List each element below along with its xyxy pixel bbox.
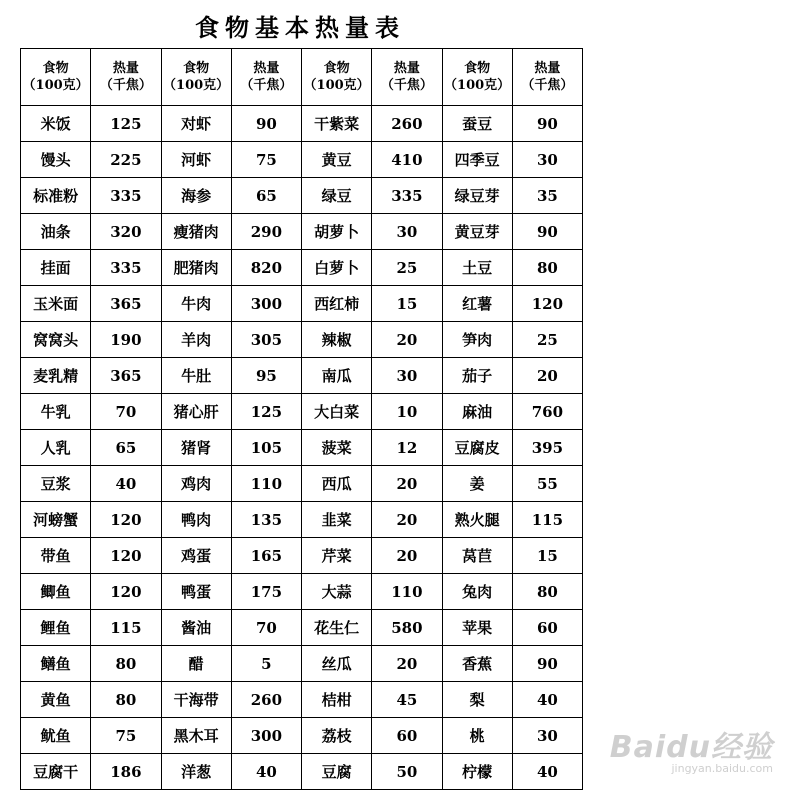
food-name-cell: 荔枝 [302,718,372,754]
calorie-value-cell: 80 [91,682,161,718]
header-calories-unit: （千焦） [240,78,293,93]
food-name-cell: 对虾 [161,106,231,142]
food-name-cell: 干紫菜 [302,106,372,142]
header-food-unit: （100克） [163,78,230,93]
food-name-cell: 鸡蛋 [161,538,231,574]
calorie-value-cell: 65 [91,430,161,466]
calorie-value-cell: 25 [512,322,582,358]
calorie-value-cell: 75 [231,142,301,178]
table-row [21,430,583,466]
calorie-value-cell: 335 [372,178,442,214]
food-name-cell: 绿豆芽 [442,178,512,214]
calorie-value-cell: 65 [231,178,301,214]
watermark-url: jingyan.baidu.com [671,762,773,775]
food-name-cell: 干海带 [161,682,231,718]
table-row [21,394,583,430]
calorie-value-cell: 115 [91,610,161,646]
food-name-cell: 苹果 [442,610,512,646]
calorie-value-cell: 335 [91,178,161,214]
food-name-cell: 河虾 [161,142,231,178]
header-calories-label: 热量 [534,61,561,76]
food-name-cell: 四季豆 [442,142,512,178]
food-name-cell: 菠菜 [302,430,372,466]
calorie-value-cell: 90 [512,106,582,142]
calorie-value-cell: 30 [512,142,582,178]
food-name-cell: 猪心肝 [161,394,231,430]
header-food-unit: （100克） [303,78,370,93]
calorie-value-cell: 40 [91,466,161,502]
food-name-cell: 绿豆 [302,178,372,214]
food-name-cell: 韭菜 [302,502,372,538]
calorie-value-cell: 30 [512,718,582,754]
calorie-value-cell: 120 [512,286,582,322]
calorie-value-cell: 50 [372,754,442,790]
calorie-value-cell: 820 [231,250,301,286]
food-name-cell: 鲤鱼 [21,610,91,646]
calorie-value-cell: 335 [91,250,161,286]
calorie-value-cell: 20 [372,322,442,358]
calorie-value-cell: 365 [91,286,161,322]
food-name-cell: 西瓜 [302,466,372,502]
table-row [21,286,583,322]
table-row [21,178,583,214]
food-name-cell: 瘦猪肉 [161,214,231,250]
table-row [21,610,583,646]
food-name-cell: 莴苣 [442,538,512,574]
calorie-value-cell: 75 [91,718,161,754]
food-name-cell: 麻油 [442,394,512,430]
header-food [21,49,91,106]
food-name-cell: 鲫鱼 [21,574,91,610]
header-food-label: 食物 [464,61,491,76]
food-name-cell: 窝窝头 [21,322,91,358]
food-name-cell: 黄豆 [302,142,372,178]
food-name-cell: 牛乳 [21,394,91,430]
food-name-cell: 黑木耳 [161,718,231,754]
food-name-cell: 人乳 [21,430,91,466]
food-name-cell: 梨 [442,682,512,718]
food-name-cell: 洋葱 [161,754,231,790]
food-name-cell: 馒头 [21,142,91,178]
food-name-cell: 大白菜 [302,394,372,430]
food-name-cell: 柠檬 [442,754,512,790]
calorie-value-cell: 90 [512,646,582,682]
food-name-cell: 河螃蟹 [21,502,91,538]
calorie-value-cell: 80 [512,574,582,610]
table-row [21,574,583,610]
food-name-cell: 西红柿 [302,286,372,322]
food-name-cell: 猪肾 [161,430,231,466]
food-name-cell: 醋 [161,646,231,682]
food-name-cell: 姜 [442,466,512,502]
table-row [21,646,583,682]
food-name-cell: 油条 [21,214,91,250]
food-name-cell: 酱油 [161,610,231,646]
calorie-value-cell: 110 [231,466,301,502]
calorie-value-cell: 40 [512,754,582,790]
calorie-value-cell: 15 [512,538,582,574]
calorie-value-cell: 580 [372,610,442,646]
food-name-cell: 白萝卜 [302,250,372,286]
calorie-value-cell: 40 [512,682,582,718]
header-calories-label: 热量 [393,61,420,76]
calorie-value-cell: 12 [372,430,442,466]
calorie-value-cell: 70 [91,394,161,430]
calorie-value-cell: 20 [372,466,442,502]
calorie-value-cell: 120 [91,538,161,574]
calorie-value-cell: 125 [231,394,301,430]
header-calories-label: 热量 [253,61,280,76]
calorie-value-cell: 25 [372,250,442,286]
calorie-value-cell: 35 [512,178,582,214]
food-name-cell: 笋肉 [442,322,512,358]
calorie-value-cell: 10 [372,394,442,430]
table-row [21,358,583,394]
calorie-value-cell: 90 [231,106,301,142]
table-row [21,718,583,754]
calorie-value-cell: 135 [231,502,301,538]
food-name-cell: 挂面 [21,250,91,286]
food-name-cell: 胡萝卜 [302,214,372,250]
header-calories [372,49,442,106]
header-food [302,49,372,106]
calorie-value-cell: 70 [231,610,301,646]
calorie-value-cell: 290 [231,214,301,250]
food-name-cell: 土豆 [442,250,512,286]
calorie-value-cell: 320 [91,214,161,250]
calorie-value-cell: 365 [91,358,161,394]
header-food-unit: （100克） [444,78,511,93]
calorie-value-cell: 20 [372,646,442,682]
calorie-value-cell: 40 [231,754,301,790]
calorie-value-cell: 225 [91,142,161,178]
page-title: 食物基本热量表 [195,13,405,42]
food-name-cell: 黄鱼 [21,682,91,718]
food-name-cell: 辣椒 [302,322,372,358]
calorie-value-cell: 395 [512,430,582,466]
food-name-cell: 鱿鱼 [21,718,91,754]
calorie-value-cell: 186 [91,754,161,790]
food-name-cell: 鸡肉 [161,466,231,502]
table-row [21,754,583,790]
calorie-value-cell: 60 [372,718,442,754]
calorie-value-cell: 300 [231,718,301,754]
food-name-cell: 桃 [442,718,512,754]
table-row [21,106,583,142]
food-name-cell: 带鱼 [21,538,91,574]
watermark-logo-text: Baidu经验 [609,730,773,765]
calorie-value-cell: 95 [231,358,301,394]
calorie-value-cell: 175 [231,574,301,610]
food-name-cell: 豆腐皮 [442,430,512,466]
table-row [21,502,583,538]
food-name-cell: 鸭肉 [161,502,231,538]
calorie-value-cell: 90 [512,214,582,250]
calorie-value-cell: 260 [231,682,301,718]
food-name-cell: 牛肉 [161,286,231,322]
table-header-row [21,49,583,106]
table-row [21,250,583,286]
baidu-watermark [610,722,773,775]
header-calories-unit: （千焦） [99,78,152,93]
table-row [21,142,583,178]
food-name-cell: 豆腐 [302,754,372,790]
food-name-cell: 香蕉 [442,646,512,682]
table-body [21,106,583,790]
food-name-cell: 南瓜 [302,358,372,394]
food-name-cell: 豆浆 [21,466,91,502]
food-name-cell: 熟火腿 [442,502,512,538]
food-name-cell: 桔柑 [302,682,372,718]
calorie-value-cell: 15 [372,286,442,322]
header-food [161,49,231,106]
table-row [21,682,583,718]
food-name-cell: 米饭 [21,106,91,142]
calorie-value-cell: 60 [512,610,582,646]
food-name-cell: 红薯 [442,286,512,322]
header-food-label: 食物 [323,61,350,76]
watermark-logo [610,722,773,766]
calorie-value-cell: 20 [512,358,582,394]
calorie-value-cell: 55 [512,466,582,502]
table-row [21,214,583,250]
header-calories [91,49,161,106]
calorie-value-cell: 260 [372,106,442,142]
food-name-cell: 鳝鱼 [21,646,91,682]
calorie-value-cell: 190 [91,322,161,358]
calorie-value-cell: 20 [372,502,442,538]
header-calories-label: 热量 [112,61,139,76]
food-name-cell: 大蒜 [302,574,372,610]
food-name-cell: 茄子 [442,358,512,394]
calorie-value-cell: 115 [512,502,582,538]
calorie-value-cell: 410 [372,142,442,178]
food-name-cell: 丝瓜 [302,646,372,682]
calorie-value-cell: 305 [231,322,301,358]
calorie-value-cell: 165 [231,538,301,574]
calorie-table [20,48,583,790]
food-name-cell: 羊肉 [161,322,231,358]
calorie-value-cell: 125 [91,106,161,142]
food-name-cell: 标准粉 [21,178,91,214]
food-name-cell: 蚕豆 [442,106,512,142]
calorie-value-cell: 300 [231,286,301,322]
table-row [21,466,583,502]
food-name-cell: 兔肉 [442,574,512,610]
calorie-value-cell: 105 [231,430,301,466]
calorie-value-cell: 760 [512,394,582,430]
calorie-value-cell: 120 [91,574,161,610]
calorie-value-cell: 20 [372,538,442,574]
food-name-cell: 豆腐干 [21,754,91,790]
header-calories [231,49,301,106]
food-name-cell: 黄豆芽 [442,214,512,250]
table-row [21,538,583,574]
header-food-unit: （100克） [22,78,89,93]
header-food [442,49,512,106]
food-name-cell: 花生仁 [302,610,372,646]
header-calories-unit: （千焦） [380,78,433,93]
food-name-cell: 麦乳精 [21,358,91,394]
food-name-cell: 肥猪肉 [161,250,231,286]
food-name-cell: 海参 [161,178,231,214]
calorie-value-cell: 45 [372,682,442,718]
calorie-value-cell: 80 [512,250,582,286]
food-name-cell: 玉米面 [21,286,91,322]
calorie-value-cell: 30 [372,358,442,394]
calorie-value-cell: 30 [372,214,442,250]
header-food-label: 食物 [183,61,210,76]
header-calories [512,49,582,106]
food-name-cell: 鸭蛋 [161,574,231,610]
header-food-label: 食物 [42,61,69,76]
food-name-cell: 芹菜 [302,538,372,574]
food-name-cell: 牛肚 [161,358,231,394]
calorie-value-cell: 80 [91,646,161,682]
calorie-value-cell: 120 [91,502,161,538]
table-row [21,322,583,358]
header-calories-unit: （千焦） [521,78,574,93]
calorie-value-cell: 110 [372,574,442,610]
calorie-value-cell: 5 [231,646,301,682]
